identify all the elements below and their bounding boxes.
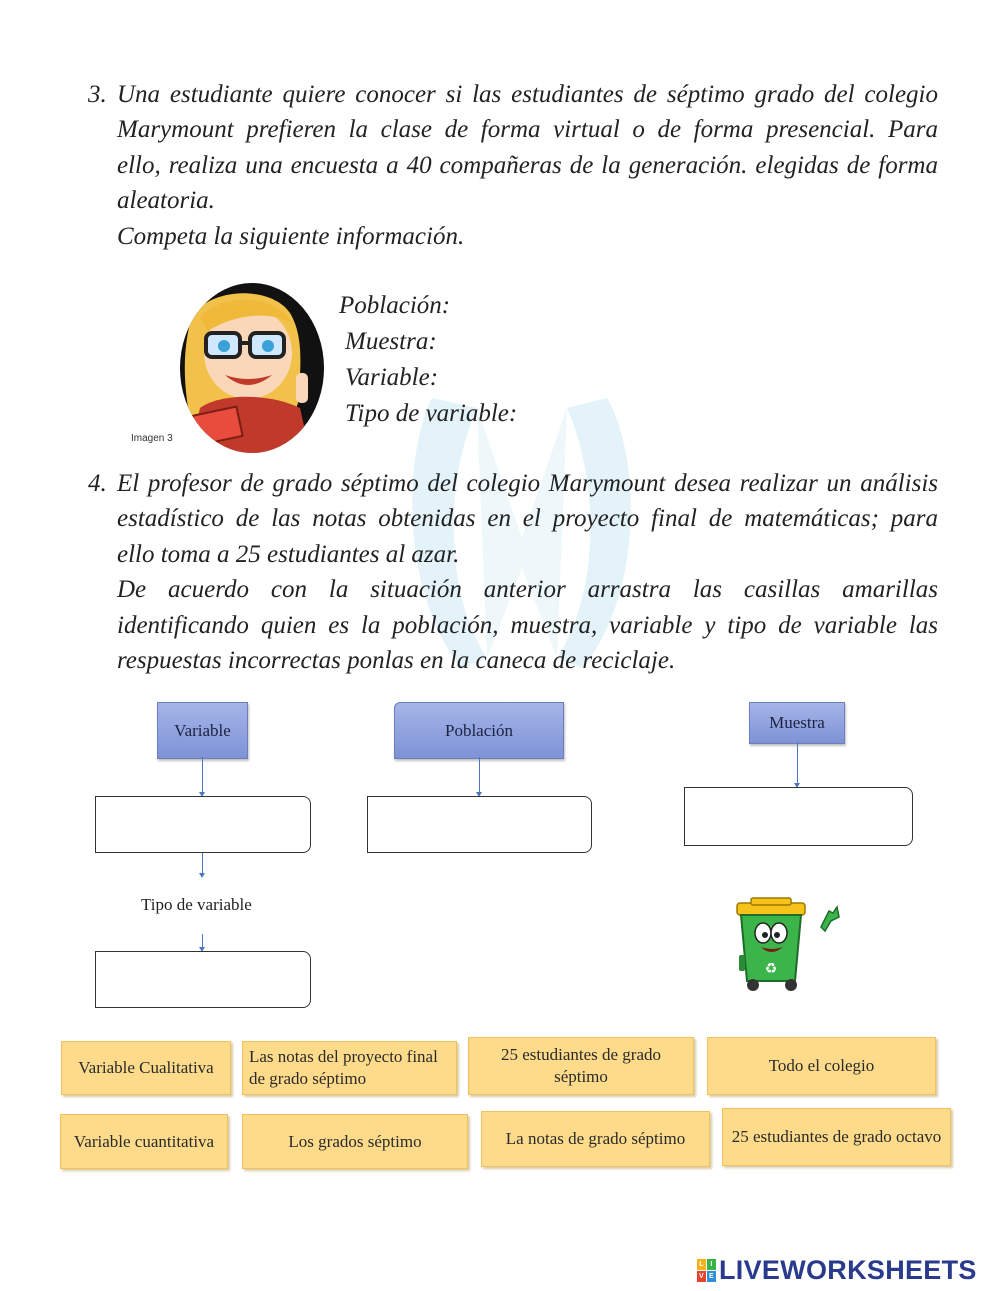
chip-variable-cualitativa[interactable]: Variable Cualitativa — [61, 1041, 231, 1095]
chip-notas-proyecto[interactable]: Las notas del proyecto final de grado séptimo — [242, 1041, 457, 1095]
q3-line: ello, realiza una encuesta a 40 compañeras de la generación. elegidas de forma — [117, 151, 938, 179]
q3-line: Una estudiante quiere conocer si las estudiantes de séptimo grado del colegio — [117, 81, 938, 108]
liveworksheets-logo-icon — [697, 1259, 716, 1282]
q4-line: identificando quien es la población, muestra, variable y tipo de variable las — [117, 611, 938, 639]
arrow-icon — [202, 934, 203, 948]
variable-drop-zone[interactable] — [95, 796, 311, 853]
poblacion-header: Población — [394, 702, 564, 759]
variable-label: Variable: — [345, 364, 439, 391]
q3-line: Competa la siguiente información. — [117, 222, 465, 250]
chip-25-estudiantes-septimo[interactable]: 25 estudiantes de grado séptimo — [468, 1037, 694, 1095]
logo-letter: I — [707, 1259, 716, 1270]
q4-line: respuestas incorrectas ponlas en la caneca de reciclaje. — [117, 647, 676, 675]
q4-line: El profesor de grado séptimo del colegio Marymount desea realizar un análisis — [117, 470, 938, 497]
q4-line: ello toma a 25 estudiantes al azar. — [117, 540, 460, 568]
arrow-icon — [797, 742, 798, 784]
poblacion-label: Población: — [339, 292, 451, 319]
chip-25-estudiantes-octavo[interactable]: 25 estudiantes de grado octavo — [722, 1108, 951, 1166]
recycle-bin-drop-zone[interactable] — [733, 897, 841, 993]
liveworksheets-logo — [697, 1255, 977, 1286]
tipo-variable-label: Tipo de variable: — [345, 400, 518, 427]
q3-line: Marymount prefieren la clase de forma virtual o de forma presencial. Para — [117, 116, 938, 144]
image-caption: Imagen 3 — [131, 433, 173, 444]
muestra-label: Muestra: — [345, 328, 437, 355]
teacher-avatar-image — [180, 283, 324, 453]
poblacion-drop-zone[interactable] — [367, 796, 592, 853]
arrow-icon — [479, 757, 480, 793]
logo-letter: E — [707, 1271, 716, 1282]
logo-letter: V — [697, 1271, 706, 1282]
chip-grados-septimo[interactable]: Los grados séptimo — [242, 1114, 468, 1169]
q4-line: De acuerdo con la situación anterior arrastra las casillas amarillas — [117, 576, 938, 604]
svg-text:♻: ♻ — [764, 961, 778, 977]
q3-number: 3. — [88, 81, 107, 108]
q3-statement — [117, 77, 938, 254]
tipo-variable-drop-zone[interactable] — [95, 951, 311, 1008]
arrow-icon — [202, 852, 203, 874]
q4-statement — [117, 466, 938, 678]
chip-notas-grado-septimo[interactable]: La notas de grado séptimo — [481, 1111, 710, 1167]
chip-variable-cuantitativa[interactable]: Variable cuantitativa — [60, 1114, 228, 1169]
q4-number: 4. — [88, 470, 107, 497]
logo-letter: L — [697, 1259, 706, 1270]
muestra-header: Muestra — [749, 702, 845, 744]
q4-line: estadístico de las notas obtenidas en el proyecto final de matemáticas; para — [117, 505, 938, 533]
brand-name: LIVEWORKSHEETS — [719, 1255, 977, 1285]
tipo-variable-header: Tipo de variable — [141, 895, 252, 914]
q3-line: aleatoria. — [117, 187, 215, 215]
muestra-drop-zone[interactable] — [684, 787, 913, 846]
variable-header: Variable — [157, 702, 248, 759]
chip-todo-el-colegio[interactable]: Todo el colegio — [707, 1037, 936, 1095]
arrow-icon — [202, 757, 203, 793]
